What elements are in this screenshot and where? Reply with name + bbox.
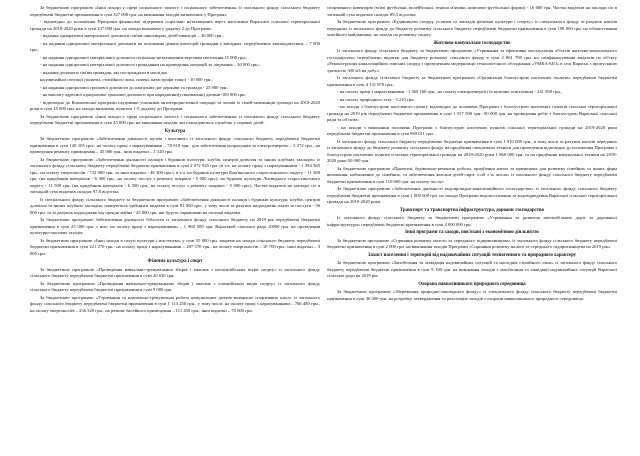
- paragraph: - на надання одноразової грошової допомоги до пам'ятних дат держави та громади - 25 000 грн.;: [40, 84, 229, 90]
- paragraph: - на надання одноразової матеріальної допомоги соціально-незахищеним верствам населення 15 000 грн.;: [40, 54, 248, 60]
- paragraph: За бюджетною програмою «Сприяння розвитку малого та середнього підприємництва» із загального фонду сільського бюджету передбачені бюджетні призначення в сумі 2 000 грн. на виконання заходів Програми «Сприяння розвитку малого та середнього підприємництва на 2019 рік».: [327, 237, 617, 249]
- paragraph: надзвичайної ситуації (пожежі, стихійного лиха, повені, катастрофи тощо) - 10 000 грн.;: [40, 77, 213, 82]
- paragraph: - на оплату праці з нарахуваннями - 1 360 160 грн., на оплату електроенергії (за вуличне освітлення) - 241 500 грн.,: [337, 89, 563, 94]
- paragraph: - на оплату природного газу - 3 210 грн.: [337, 96, 415, 102]
- paragraph: За бюджетною програмою «Проектні, будівельно-ремонтні роботи, придбання житла та приміщень для розвитку сімейних та інших форм виховання, наближених до сімейних, та забезпечення житлом дітей-сиріт, осіб з їх числа» із загального фонду сільського бюджету передбачені бюджетні призначення в сумі 110 000 грн. на оплату послуг.: [327, 165, 617, 184]
- paragraph: За бюджетною програмою «Інші заходи у сфері соціального захисту і соціального забезпечення» із загального фонду сільського бюджету передбачені бюджетні призначення в сумі 45 000 грн. на виконання заходів, які покладаються службою у справах дітей.: [30, 113, 320, 125]
- paragraph: - на надання одноразової матеріальної допомоги на поховання деяких категорій громадян у випадках, передбачених законодавством, – 7 000 грн.;: [30, 40, 320, 52]
- paragraph: За бюджетною програмою «Інші заходи у сфері соціального захисту і соціального забезпечення» із загального фонду сільського бюджету передбачені бюджетні призначення в сумі 327 000 грн. на виконання заходів визначених у Програмі:: [30, 5, 320, 17]
- paragraph: Із загального фонду сільського бюджету за бюджетною програмою «Утримання та ефективна експлуатація об'єктів житлово-комунального господарства» передбачено видатки для бюджету розвитку сільського фонду в сумі 2 861 700 грн. на співфінансування видатків по об'єкту «Реконструкція каналізаційних очисних споруд з проведенням модернізації технологічного обладнання «УМКА-БІО» в селі Вараськ з пропускною здатністю 300 м3 на добу».: [327, 48, 617, 73]
- paragraph: За бюджетною програмою «Проведення навчально-тренувальних зборів і змагань з неолімпійських видів спорту» із загального фонду сільського бюджету передбачені бюджетні призначення в сумі 20 630 грн.: [30, 266, 320, 278]
- paragraph: За бюджетною програмою «Інші заходи в галузі культури і мистецтва» у сумі 35 000 грн. зокрема на заходи сільського бюджету передбачені бюджетні призначення в сумі 221 270 грн.: на оплату праці з нарахуваннями – 207 570 грн., на оплату енергоносіїв – 10 700 грн., інші видатки – 3 000 грн.: [30, 237, 320, 256]
- section-heading: Захист населення і територій від надзвичайних ситуацій техногенного та природного характеру: [367, 252, 577, 258]
- paragraph: - надання допомоги сім'ям громадян, які постраждали в наслідок: [40, 69, 168, 75]
- paragraph: За бюджетною програмою «Забезпечення діяльності водопровідно-каналізаційного господарства» із загального фонду сільського бюджету передбачені бюджетні призначення в сумі 1 000 000 грн. на заходи Програми водопостачання та водовідведення Вараської сільської територіальної громади на 2019-2020 роки.: [327, 186, 617, 204]
- paragraph: За бюджетною програмою «Утримання та навчально-тренувальна робота комунальних дитячо-юнацьких спортивних шкіл» із загального фонду сільського бюджету передбачені бюджетні призначення в сумі 1 114 250 грн., у тому числі: на оплату праці з нарахуваннями – 766 480 грн., на оплату енергоносіїв – 236 320 грн., на ремонт басейного приміщення – 111 450 грн., інші видатки – 70 000 грн.: [30, 294, 320, 313]
- paragraph: - відповідно до положення Програми фінансової підтримки соціально незахищених верст населення Вараської сільської територіальної громади на 2018-2020 роки в сумі 237 000 грн. на заходи визначені у додатку 2 до Програми:: [30, 19, 320, 31]
- section-heading: Інші програми та заходи, пов'язані з економічною діяльністю: [405, 230, 539, 235]
- paragraph: - на заходи з благоустрою населеного пункту відповідно до положень Програми з благоустрою населених пунктів сільської територіальної громади на 2019 рік передбачені бюджетні призначення в сумі 1 557 500 грн.: 80 000 грн. на проведення робіт з благоустрою Вараської сільської ради та об'єктів;: [327, 104, 617, 122]
- left-column: [30, 5, 320, 451]
- paragraph: спортивного інвентарю (м'ячі футбольні, волейбольні, тенісні м'ячики, комплект футбольної форми) - 16 600 грн. Частка видатків на заклади сіл в загальній сумі видатків складає 89,3 відсотка.: [327, 5, 617, 17]
- paragraph: - на виплату адресної одноразової грошової допомоги при народженні(усиновленні) дитини-100 000 грн.: [40, 92, 246, 97]
- section-heading: Житлово-комунальне господарство: [433, 40, 511, 46]
- paragraph: За бюджетною програмою Забезпечення діяльності бібліотек із загального фонду сільського бюджету на 2019 рік передбачені бюджетні призначення в сумі 25 000 грн. з них: на оплату праці з нарахуваннями – 1 960 500 грн. Вараськой сільської ради 10000 грн. на проведення культурно-масових заходів.: [30, 217, 320, 235]
- section-heading: Охорона навколишнього природного середовища: [418, 281, 526, 287]
- right-column: [327, 5, 617, 451]
- paragraph: За бюджетною програмою «Забезпечення діяльності палаців і будинків культури, клубів, центрів дозвілля та інших клубних закладів» із загального фонду сільського бюджету передбачені бюджетні призначення в сумі 2 072 945 грн. (в т.ч. на оплату праці з нарахуваннями - 1 394 565 грн., на оплату енергоносіїв - 732 080 грн. та інші видатки - 46 300 грн.), в т.ч. на будинок культури Кам'янського старостинського округу - 11 300 грн. (на придбання матеріалів - 6 300 грн., на оплату послуг з ремонту покрівлі - 5 000 грн.); на будинок культури Лисицького старостинського округу - 11 500 грн. (на придбання матеріалів - 6 500 грн., на оплату послуг з ремонту покрівлі - 5 000 грн.). Частка видатків на заклади сіл в загальній сумі видатків складає 97,8 відсотка.: [30, 156, 320, 194]
- paragraph: - на надання одноразової матеріальної допомоги громадянам на проведення операцій та лікування – 30 000 грн.;: [40, 62, 261, 67]
- paragraph: - на заходи з виконання положень Програми з благоустрою населених пунктів сільської територіальної громади на 2019-2020 роки передбачені бюджетні призначення в сумі 969 011 грн.: [327, 124, 617, 136]
- section-heading: Транспорт та транспортна інфраструктура, дорожнє господарство: [400, 207, 544, 213]
- paragraph: - надання одноразової матеріальної допомоги сім'ям онкохворих дітей-інвалідів – 30 000 грн.;: [40, 33, 224, 38]
- paragraph: За бюджетною програмою «Проведення навчально-тренувальних зборів і змагань з олімпійських видів спорту» із загального фонду сільського бюджету передбачені бюджетні призначення в сумі 9 000 грн.: [30, 280, 320, 292]
- paragraph: Із загального фонду сільського бюджету за бюджетною програмою «Організація благоустрою населених пунктів» передбачені бюджетні призначення в сумі 4 131 870 грн.:: [327, 75, 617, 87]
- paragraph: Із спеціального фонду сільського бюджету за бюджетною програмою «Забезпечення діяльності палаців і будинків культури, клубів, центрів дозвілля та інших клубних закладів» плануються здійснити видатки в сумі 81 000 грн., у тому числі за рахунок надходжень плати за послуги - 36 000 грн. та за рахунок надходжень від оренди майна - 45 000 грн. які будуть спрямовані на поточні видатки.: [30, 196, 320, 215]
- paragraph: За бюджетною програмою «Будівництво споруд, установ та закладів фізичної культури і спорту» із спеціального фонду за рахунок коштів переданих із загального фонду до бюджету розвитку сільського бюджету передбачені бюджетні призначення в сумі 198 000 грн. на облаштування хокейного майданчика, на заходи по розвитку спорту.: [327, 19, 617, 37]
- section-heading: Культура: [164, 128, 186, 134]
- paragraph: За бюджетною програмою «Запобігання та ліквідація надзвичайних ситуацій та наслідків стихійного лиха» із загального фонду сільського бюджету передбачені бюджетні призначення в сумі 9 100 грн. на виконання заходів з запобігання та ліквідації надзвичайних ситуацій Вараської сільської ради на 2019 рік.: [327, 260, 617, 278]
- paragraph: - відповідно до Комплексної програми підтримки учасників антитерористичної операції та членів їх сімей-мешканців громади на 2018-2020 роки в сумі 45 000 грн. на заходи визначені пунктом 1-5 додатку до Програми.: [30, 99, 320, 111]
- paragraph: Із загального фонду сільського бюджету за бюджетною програмою «Утримання та розвиток автомобільних доріг та дорожньої інфраструктури» передбачені бюджетні призначення в сумі 4 000 000 грн.: [327, 215, 617, 227]
- section-heading: Фізична культура і спорт: [147, 259, 203, 264]
- paragraph: За бюджетною програмою «Забезпечення діяльності музеїв і виставок» із загального фонду сільського бюджету передбачені бюджетні призначення в сумі 120 105 грн.: на оплату праці з нарахуваннями – 78 810 грн., для забезпечення розрахунків за електроенергію – 3 572 грн., на проведення ремонту приміщення – 45 000 грн., інші видатки – 1 320 грн.: [30, 136, 320, 154]
- paragraph: Із загального фонду сільського бюджету передбачено бюджетні призначення в сумі 1 910 000 грн., в тому числі за рахунок коштів переданих із загального фонду до бюджету розвитку сільського фонду на придбання спеціальної техніки для проведення відповідно до положення Програми з благоустрою населених пунктів сільської територіальної громади на 2019-2020 роки 1 860 000 грн. та на придбання комунальної техніки на 2019-2020 роки 50 000 грн.: [327, 138, 617, 163]
- paragraph: За бюджетною програмою «Збереження природно-заповідного фонду» із спеціального фонду сільського бюджету передбачені бюджетні призначення в сумі 36 000 грн. на розробку, затвердження та реалізацію заходів з охорони навколишнього природного середовища.: [327, 289, 617, 301]
